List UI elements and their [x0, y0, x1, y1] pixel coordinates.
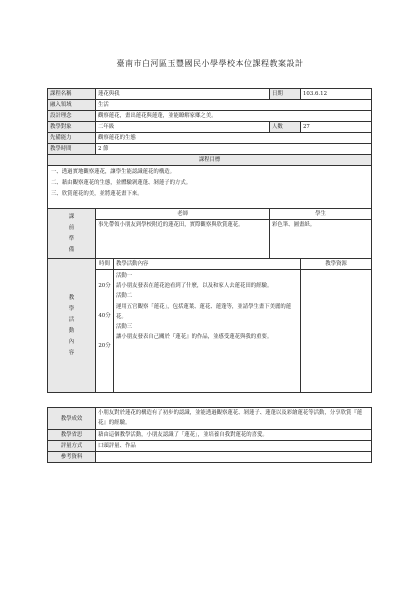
unit-label: 課程名稱 — [48, 89, 96, 100]
domain-label: 融入領域 — [48, 100, 96, 111]
objective-item: 三、欣賞蓮花的美，並將蓮花畫下來。 — [51, 191, 143, 197]
target-value: 二年級 — [96, 122, 270, 133]
prep-side-label: 課 前 準 備 — [48, 209, 96, 259]
result-value: 小朋友對於蓮花的構造有了初步的認識，並能透過觀察蓮花、剝蓮子、蓮蓬以及彩繪蓮花等活動，分享欣賞『蓮花』的經驗。 — [96, 408, 372, 430]
time-3: 20分 — [98, 343, 111, 350]
domain-value: 生活 — [96, 100, 372, 111]
prior-value: 觀察蓮花的生態 — [96, 133, 372, 144]
duration-value: 2 節 — [96, 144, 372, 155]
activity-line: 請小朋友發表在蓮花池看到了什麼，以及和家人去蓮花田的經驗。 — [116, 283, 273, 290]
activity-line: 讓小朋友發表自己關於『蓮花』的作品，並感受蓮花與我的重要。 — [116, 334, 273, 341]
ref-value — [96, 452, 372, 463]
result-label: 教學成效 — [48, 408, 96, 430]
activity-line: 活動二 — [116, 293, 133, 300]
duration-label: 教學時間 — [48, 144, 96, 155]
time-column — [96, 270, 114, 393]
content-header: 教學活動內容 — [114, 259, 301, 270]
assess-value: 口頭評量、作品 — [96, 441, 372, 452]
teacher-label: 老師 — [96, 209, 270, 220]
lesson-info-table — [47, 88, 372, 393]
reflect-value: 藉由這個教學活動，小朋友認識了「蓮花」，並培養自我對蓮花的喜愛。 — [96, 430, 372, 441]
assess-label: 評量方式 — [48, 441, 96, 452]
resource-cell — [301, 270, 372, 393]
time-header: 時間 — [96, 259, 114, 270]
activity-content — [114, 270, 301, 393]
activity-line: 活動三 — [116, 324, 133, 331]
activity-side-label: 教 學 活 動 內 容 — [48, 259, 96, 393]
objective-item: 一、透過實地觀察蓮花，讓學生能認識蓮花的構造。 — [51, 169, 175, 175]
time-2: 40分 — [98, 313, 111, 320]
concept-label: 設計理念 — [48, 111, 96, 122]
objectives-list — [48, 166, 372, 209]
count-value: 27 — [301, 122, 372, 133]
activity-line: 運用五官觀察「蓮花」，包括蓮葉、蓮花、蓮蓬等，並請學生畫下美麗的蓮花。 — [116, 303, 292, 320]
teacher-prep: 事先帶領小朋友到學校附近的蓮花田，實際觀察與欣賞蓮花。 — [96, 220, 270, 259]
resource-header: 教學資源 — [301, 259, 372, 270]
date-label: 日期 — [270, 89, 301, 100]
reflect-label: 教學省思 — [48, 430, 96, 441]
review-table — [47, 407, 372, 463]
objectives-header: 課程目標 — [48, 155, 372, 166]
prior-label: 先備能力 — [48, 133, 96, 144]
ref-label: 參考資料 — [48, 452, 96, 463]
time-1: 20分 — [98, 283, 111, 289]
activity-line: 活動一 — [116, 273, 133, 279]
student-label: 學生 — [270, 209, 372, 220]
target-label: 教學對象 — [48, 122, 96, 133]
date-value: 103.6.12 — [301, 89, 372, 100]
concept-value: 觀察蓮花，畫出蓮花與蓮蓬，並能瞭解家鄉之美。 — [96, 111, 372, 122]
unit-value: 蓮花與我 — [96, 89, 270, 100]
page-title: 臺南市白河區玉豐國民小學學校本位課程教案設計 — [116, 59, 304, 68]
student-prep: 彩色筆、圖畫紙。 — [270, 220, 372, 259]
objective-item: 二、藉由觀察蓮花的生態，並體驗剝蓮蓬、剝蓮子的方式。 — [51, 180, 192, 186]
count-label: 人數 — [270, 122, 301, 133]
